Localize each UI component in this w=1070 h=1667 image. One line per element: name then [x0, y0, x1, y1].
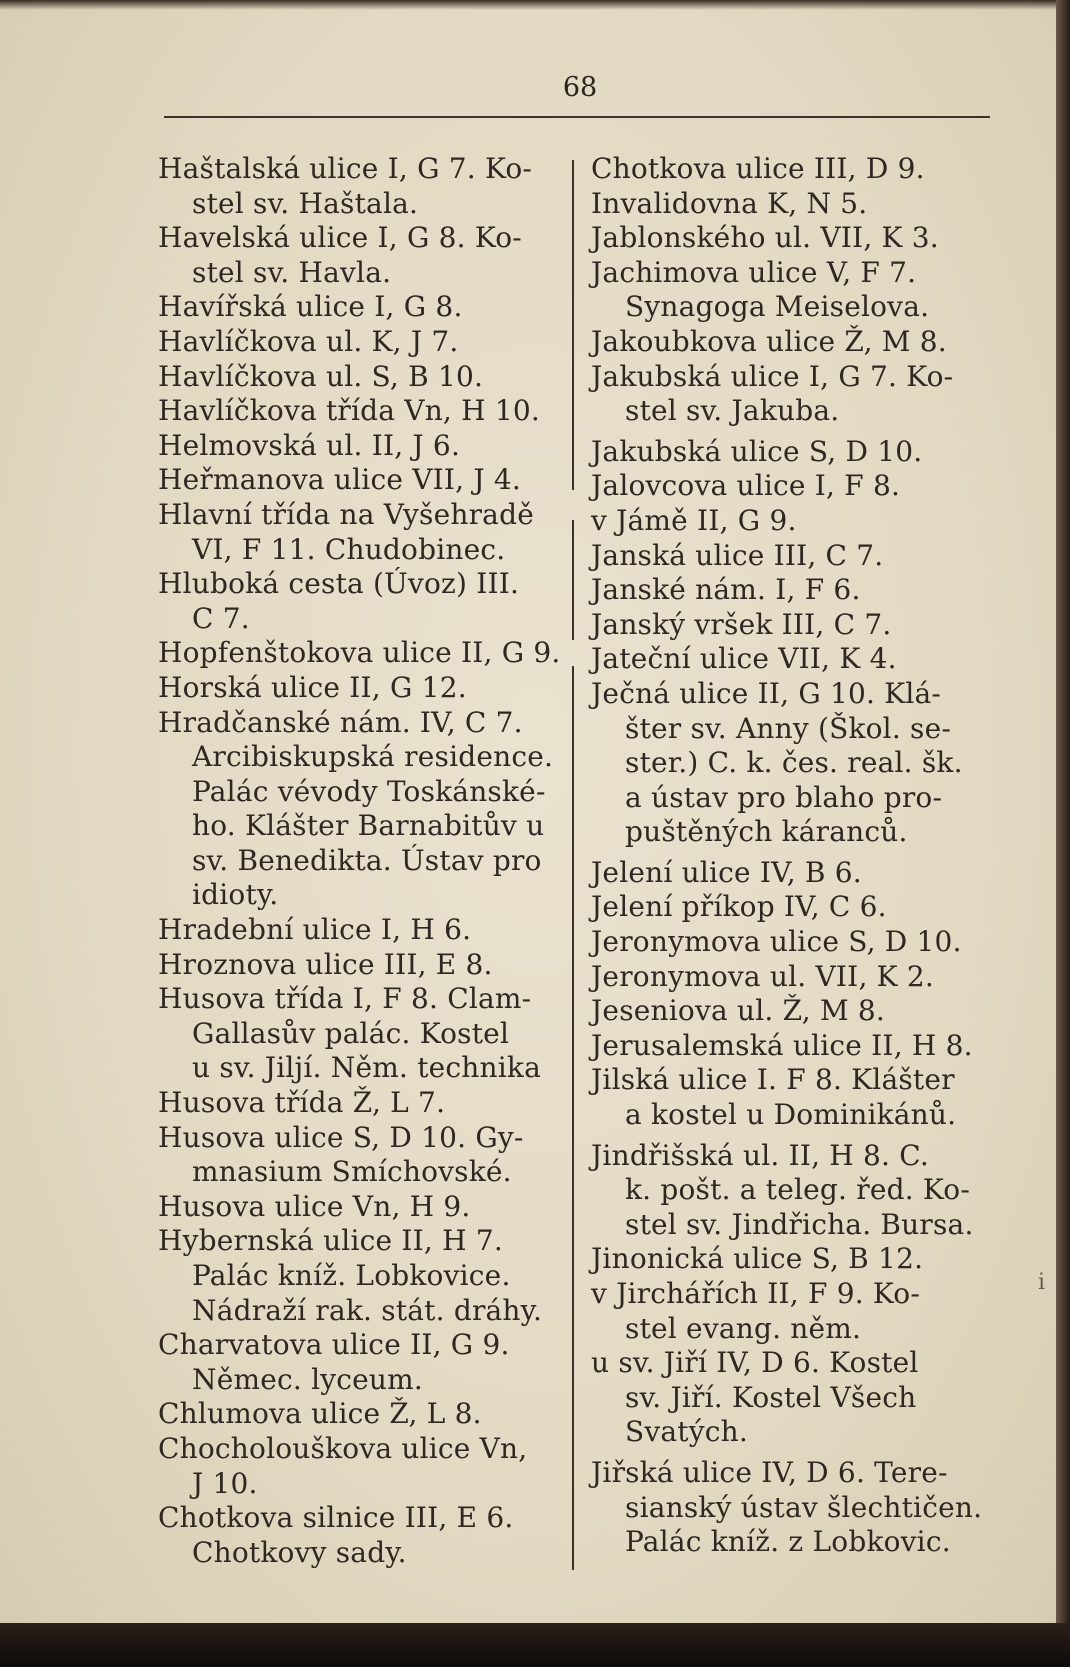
index-entry	[591, 1029, 1001, 1064]
index-entry	[591, 677, 1001, 850]
entry-continuation-line: Palác kníž. z Lobkovic.	[625, 1525, 951, 1559]
entry-line: Chocholouškova ulice Vn,	[158, 1431, 528, 1465]
index-entry	[591, 994, 1001, 1029]
entry-line: Jilská ulice I. F 8. Klášter	[591, 1063, 955, 1097]
index-entry	[591, 925, 1001, 960]
entry-continuation-line: k. pošt. a teleg. řed. Ko-	[625, 1173, 971, 1207]
page-number: 68	[562, 72, 598, 103]
index-entry	[591, 504, 1001, 539]
index-entry	[158, 1397, 564, 1432]
entry-line: Janské nám. I, F 6.	[591, 573, 861, 607]
entry-continuation-line: puštěných káranců.	[625, 815, 908, 849]
entry-continuation-line: Palác kníž. Lobkovice.	[192, 1259, 511, 1292]
entry-line: Hroznova ulice III, E 8.	[158, 947, 493, 981]
index-entry	[158, 671, 564, 706]
entry-continuation-line: Chotkovy sady.	[192, 1535, 407, 1569]
index-entry	[158, 1328, 564, 1397]
entry-line: v Jirchářích II, F 9. Ko-	[591, 1277, 920, 1310]
entry-line: Jakubská ulice I, G 7. Ko-	[591, 359, 954, 393]
index-entry	[158, 463, 564, 498]
entry-line: Horská ulice II, G 12.	[158, 670, 467, 704]
entry-continuation-line: stel sv. Jakuba.	[625, 394, 840, 428]
entry-continuation-line: stel sv. Havla.	[192, 255, 392, 289]
index-entry	[591, 890, 1001, 925]
entry-continuation-line: a ústav pro blaho pro-	[625, 780, 943, 814]
index-entry	[591, 469, 1001, 504]
entry-line: Husova třída Ž, L 7.	[158, 1086, 446, 1120]
entry-line: Husova ulice S, D 10. Gy-	[158, 1120, 524, 1154]
entry-line: Havlíčkova ul. K, J 7.	[158, 324, 459, 358]
index-entry	[158, 982, 564, 1086]
index-entry	[158, 913, 564, 948]
entry-continuation-line: Palác vévody Toskánské-	[192, 774, 546, 808]
entry-continuation-line: u sv. Jiljí. Něm. technika	[192, 1051, 541, 1085]
index-entry	[158, 948, 564, 983]
entry-line: Jalovcova ulice I, F 8.	[591, 469, 901, 503]
entry-line: Hlavní třída na Vyšehradě	[158, 497, 534, 531]
index-entry	[158, 567, 564, 636]
column-divider	[572, 520, 574, 640]
entry-continuation-line: stel sv. Haštala.	[192, 186, 419, 220]
entry-line: Jateční ulice VII, K 4.	[591, 642, 897, 676]
index-entry	[158, 1501, 564, 1570]
entry-line: Jakoubkova ulice Ž, M 8.	[591, 324, 947, 358]
entry-line: Jeronymova ul. VII, K 2.	[591, 959, 934, 993]
entry-line: Havlíčkova ul. S, B 10.	[158, 359, 484, 393]
index-entry	[158, 1224, 564, 1328]
index-entry	[158, 1190, 564, 1225]
entry-continuation-line: Synagoga Meiselova.	[625, 290, 930, 324]
entry-line: Havelská ulice I, G 8. Ko-	[158, 221, 522, 255]
entry-line: Jakubská ulice S, D 10.	[591, 434, 923, 468]
entry-continuation-line: J 10.	[192, 1466, 258, 1500]
index-entry	[591, 221, 1001, 256]
index-entry	[158, 221, 564, 290]
entry-line: Jelení ulice IV, B 6.	[591, 855, 862, 889]
right-column	[591, 152, 1001, 1560]
entry-line: Jinonická ulice S, B 12.	[591, 1242, 924, 1276]
entry-line: Havířská ulice I, G 8.	[158, 290, 463, 324]
entry-line: Jeronymova ulice S, D 10.	[591, 925, 962, 959]
index-entry	[158, 360, 564, 395]
index-entry	[158, 325, 564, 360]
index-entry	[158, 152, 564, 221]
entry-continuation-line: Gallasův palác. Kostel	[192, 1016, 510, 1050]
entry-continuation-line: ster.) C. k. čes. real. šk.	[625, 746, 963, 780]
index-entry	[591, 325, 1001, 360]
entry-line: Husova ulice Vn, H 9.	[158, 1189, 471, 1223]
index-entry	[158, 1121, 564, 1190]
entry-line: Jerusalemská ulice II, H 8.	[591, 1028, 973, 1062]
index-entry	[591, 960, 1001, 995]
index-entry	[158, 706, 564, 914]
entry-line: u sv. Jiří IV, D 6. Kostel	[591, 1346, 919, 1380]
index-entry	[591, 1063, 1001, 1132]
column-divider	[572, 160, 574, 490]
entry-continuation-line: C 7.	[192, 601, 250, 635]
page-top-shadow	[0, 0, 1070, 10]
index-entry	[591, 642, 1001, 677]
index-entry	[591, 256, 1001, 325]
entry-line: Jelení příkop IV, C 6.	[591, 890, 887, 924]
index-entry	[158, 1432, 564, 1501]
entry-line: Helmovská ul. II, J 6.	[158, 428, 461, 462]
entry-continuation-line: stel evang. něm.	[625, 1311, 862, 1345]
entry-continuation-line: šter sv. Anny (Škol. se-	[625, 711, 952, 745]
index-entry	[591, 573, 1001, 608]
page-right-edge	[1056, 0, 1070, 1667]
header-rule	[164, 116, 990, 118]
entry-line: Chlumova ulice Ž, L 8.	[158, 1397, 482, 1431]
entry-continuation-line: Němec. lyceum.	[192, 1362, 423, 1396]
entry-line: Haštalská ulice I, G 7. Ko-	[158, 152, 533, 185]
entry-continuation-line: stel sv. Jindřicha. Bursa.	[625, 1207, 974, 1241]
index-entry	[591, 608, 1001, 643]
entry-continuation-line: idioty.	[192, 878, 279, 912]
index-entry	[158, 429, 564, 464]
entry-line: Hopfenštokova ulice II, G 9.	[158, 636, 561, 670]
entry-line: Invalidovna K, N 5.	[591, 186, 868, 220]
entry-line: Jindřišská ul. II, H 8. C.	[591, 1138, 929, 1172]
entry-line: Jablonského ul. VII, K 3.	[591, 221, 939, 255]
entry-continuation-line: Svatých.	[625, 1415, 748, 1449]
entry-line: Charvatova ulice II, G 9.	[158, 1328, 510, 1362]
entry-line: Ječná ulice II, G 10. Klá-	[591, 676, 942, 710]
entry-continuation-line: VI, F 11. Chudobinec.	[192, 532, 506, 566]
entry-continuation-line: ho. Klášter Barnabitův u	[192, 809, 545, 843]
entry-continuation-line: Arcibiskupská residence.	[192, 740, 554, 774]
index-entry	[591, 856, 1001, 891]
entry-line: Chotkova ulice III, D 9.	[591, 152, 925, 185]
index-entry	[591, 1346, 1001, 1450]
entry-line: Hybernská ulice II, H 7.	[158, 1224, 503, 1258]
index-entry	[591, 360, 1001, 429]
entry-line: Janská ulice III, C 7.	[591, 538, 884, 572]
index-entry	[591, 1242, 1001, 1277]
index-entry	[158, 1086, 564, 1121]
index-entry	[158, 498, 564, 567]
entry-line: Hluboká cesta (Úvoz) III.	[158, 567, 520, 601]
entry-continuation-line: Nádraží rak. stát. dráhy.	[192, 1293, 543, 1327]
entry-continuation-line: mnasium Smíchovské.	[192, 1155, 512, 1189]
entry-continuation-line: sv. Jiří. Kostel Všech	[625, 1380, 917, 1414]
index-entry	[591, 539, 1001, 574]
entry-continuation-line: sv. Benedikta. Ústav pro	[192, 843, 542, 877]
index-entry	[158, 636, 564, 671]
column-divider	[572, 666, 574, 1570]
entry-line: Hradební ulice I, H 6.	[158, 913, 472, 947]
entry-line: v Jámě II, G 9.	[591, 503, 797, 537]
entry-line: Heřmanova ulice VII, J 4.	[158, 463, 521, 497]
entry-continuation-line: sianský ústav šlechtičen.	[625, 1490, 983, 1524]
index-entry	[158, 394, 564, 429]
index-entry	[591, 1456, 1001, 1560]
index-entry	[591, 435, 1001, 470]
entry-line: Husova třída I, F 8. Clam-	[158, 982, 532, 1016]
entry-line: Hradčanské nám. IV, C 7.	[158, 705, 523, 739]
index-entry	[591, 1277, 1001, 1346]
page-bottom-edge	[0, 1623, 1070, 1667]
index-entry	[591, 1139, 1001, 1243]
entry-line: Janský vršek III, C 7.	[591, 607, 892, 641]
entry-line: Jachimova ulice V, F 7.	[591, 255, 917, 289]
entry-line: Jiřská ulice IV, D 6. Tere-	[591, 1455, 948, 1489]
entry-line: Chotkova silnice III, E 6.	[158, 1501, 514, 1535]
entry-line: Jeseniova ul. Ž, M 8.	[591, 994, 886, 1028]
left-column	[158, 152, 564, 1570]
index-entry	[591, 152, 1001, 187]
index-entry	[591, 187, 1001, 222]
margin-mark: i	[1038, 1270, 1046, 1295]
entry-continuation-line: a kostel u Dominikánů.	[625, 1098, 957, 1132]
entry-line: Havlíčkova třída Vn, H 10.	[158, 394, 540, 428]
index-entry	[158, 290, 564, 325]
